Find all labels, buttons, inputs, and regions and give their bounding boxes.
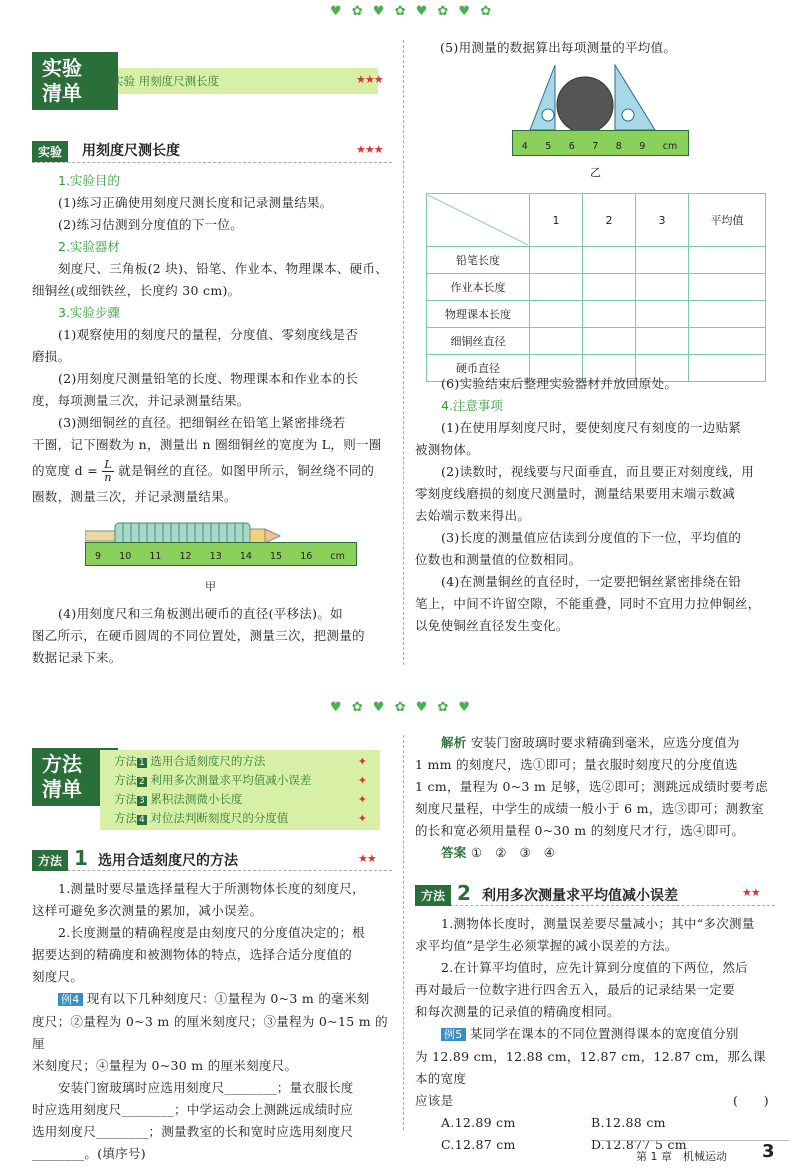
exp-list-title-line2: 清单 (42, 81, 82, 105)
s2-p2: 细铜丝(或细铁丝，长度约 30 cm)。 (32, 283, 241, 298)
s3-p3c (32, 456, 392, 486)
answer-bracket: ( ) (733, 1093, 769, 1108)
ruler-a-tick: 13 (209, 551, 222, 562)
ruler-a-tick: 15 (270, 551, 283, 562)
method-list-item: 方法 1 选用合适刻度尺的方法 ✦ (114, 754, 366, 768)
example-5-tag: 例5 (441, 1028, 466, 1041)
m2-ex-b: 为 12.89 cm，12.88 cm，12.87 cm，12.87 cm，那么课本的宽度 (415, 1049, 766, 1086)
exp-list-title (32, 52, 118, 110)
s4-p3a: (3)长度的测量值应估读到分度值的下一位，平均值的 (441, 530, 742, 545)
s3-p2b: 度，每项测量三次，并记录测量结果。 (32, 393, 250, 408)
star-rating-icon: ★★ (358, 852, 376, 865)
ruler-a-tick: 10 (119, 551, 132, 562)
s3-head: 3.实验步骤 (58, 305, 120, 320)
m1-ex-g: ________。(填序号) (32, 1146, 146, 1161)
option-c: C.12.87 cm (441, 1137, 516, 1152)
s3-p3b: 干圈，记下圈数为 n，测量出 n 圈细铜丝的宽度为 L，则一圈 (32, 437, 382, 452)
ruler-a-tick: 9 (95, 551, 102, 562)
option-a: A.12.89 cm (441, 1115, 516, 1130)
m2-p2a: 2.在计算平均值时，应先计算到分度值的下两位，然后 (441, 960, 748, 975)
m2-p1b: 求平均值”是学生必须掌握的减小误差的方法。 (415, 938, 678, 953)
fraction (102, 459, 114, 484)
s4-p3b: 位数也和测量值的位数相同。 (415, 552, 582, 567)
s3-p1b: 磨损。 (32, 349, 71, 364)
figure-a-caption: 甲 (205, 580, 216, 593)
s4-p2a: (2)读数时，视线要与尺面垂直，而且要正对刻度线，用 (441, 464, 755, 479)
s3-p3a: (3)测细铜丝的直径。把细铜丝在铅笔上紧密排绕若 (58, 415, 346, 430)
method-list-banner (100, 750, 380, 830)
s3-p1a: (1)观察使用的刻度尺的量程，分度值、零刻度线是否 (58, 327, 359, 342)
measurement-table (426, 193, 766, 382)
s1-p1: (1)练习正确使用刻度尺测长度和记录测量结果。 (58, 195, 333, 210)
exp-tag: 实验 (32, 141, 68, 162)
method-list-title-line1: 方法 (42, 752, 82, 776)
ruler-a-tick: 11 (149, 551, 162, 562)
analysis-line1 (415, 732, 775, 754)
table-row (427, 301, 766, 328)
table-row (427, 274, 766, 301)
s4-p1a: (1)在使用厚刻度尺时，要使刻度尺有刻度的一边贴紧 (441, 420, 742, 435)
m2-head-rule (415, 905, 775, 906)
fraction-numerator: L (104, 458, 112, 471)
ruler-a-tick: 14 (239, 551, 252, 562)
analysis-c: 1 cm，量程为 0~3 m 足够，选②即可；测跳远成绩时要考虑 (415, 779, 769, 794)
s3-p3c-pre: 的宽度 d = (32, 463, 99, 478)
answer-values: ① ② ③ ④ (470, 845, 556, 860)
ruler-b (512, 130, 689, 156)
row-label: 硬币直径 (427, 355, 530, 382)
m1-tag: 方法 (32, 850, 68, 871)
table-row (427, 247, 766, 274)
m1-title: 选用合适刻度尺的方法 (98, 853, 238, 869)
s3-p3c-post: 就是铜丝的直径。如图甲所示，铜丝绕不同的 (118, 463, 375, 478)
m2-p2c: 和每次测量的记录值的精确度相同。 (415, 1004, 620, 1019)
m1-p1b: 这样可避免多次测量的累加，减小误差。 (32, 903, 263, 918)
star-rating-icon: ★★ (742, 886, 760, 899)
exp-title: 用刻度尺测长度 (82, 143, 180, 159)
m2-title: 利用多次测量求平均值减小误差 (482, 888, 678, 904)
s3-p4b: 图乙所示，在硬币圆周的不同位置处，测量三次，把测量的 (32, 628, 365, 643)
table-header: 3 (636, 194, 689, 247)
analysis-b: 1 mm 的刻度尺，选①即可；量衣服时刻度尺的分度值选 (415, 757, 738, 772)
option-d: D.12.877 5 cm (591, 1137, 687, 1152)
ruler-a-tick: 12 (179, 551, 192, 562)
star-rating-icon: ★★★ (356, 73, 383, 86)
row-label: 铅笔长度 (427, 247, 530, 274)
table-header: 1 (530, 194, 583, 247)
m1-p2b: 据要达到的精确度和被测物体的特点，选择合适分度值的 (32, 947, 353, 962)
ruler-b-tick: 4 (521, 141, 528, 152)
m2-p2b: 再对最后一位数字进行四舍五入，最后的记录结果一定要 (415, 982, 736, 997)
exp-list-title-line1: 实验 (42, 56, 82, 80)
s4-p2c: 去始端示数来得出。 (415, 508, 531, 523)
page-number: 3 (762, 1141, 775, 1162)
row-label: 物理课本长度 (427, 301, 530, 328)
s2-head: 2.实验器材 (58, 239, 120, 254)
s4-p2b: 零刻度线磨损的刻度尺测量时，测量结果要用末端示数减 (415, 486, 736, 501)
ruler-b-ticks (513, 141, 686, 152)
m1-head-rule (32, 870, 392, 871)
m1-p2c: 刻度尺。 (32, 969, 84, 984)
option-b: B.12.88 cm (591, 1115, 666, 1130)
ruler-b-tick: 8 (615, 141, 622, 152)
analysis-e: 的长和宽必须用量程 0~30 m 的刻度尺才行，选④即可。 (415, 823, 745, 838)
column-divider-bottom (403, 735, 404, 1130)
ruler-b-tick: 6 (568, 141, 575, 152)
m2-ex-a: 某同学在课本的不同位置测得课本的宽度值分别 (469, 1026, 739, 1041)
footer-chapter: 第 1 章 机械运动 (636, 1150, 727, 1163)
ruler-a-tick: 16 (300, 551, 313, 562)
analysis-d: 刻度尺量程，中学生的成绩一般小于 6 m，选③即可；测教室 (415, 801, 764, 816)
table-header: 平均值 (689, 194, 766, 247)
s3-p3d: 圈数，测量三次，并记录测量结果。 (32, 489, 237, 504)
m1-body (32, 878, 392, 1165)
table-header: 2 (583, 194, 636, 247)
analysis-tag: 解析 (441, 735, 467, 750)
measurement-grid (426, 193, 766, 382)
figure-b-caption: 乙 (590, 166, 601, 179)
m2-num: 2 (457, 881, 471, 905)
m1-p1a: 1.测量时要尽量选择量程大于所测物体长度的刻度尺， (58, 881, 365, 896)
ruler-a-tick: cm (330, 551, 345, 562)
m1-ex-b: 度尺；②量程为 0~3 m 的厘米刻度尺；③量程为 0~15 m 的厘 (32, 1014, 388, 1051)
m1-ex-c: 米刻度尺；④量程为 0~30 m 的厘米刻度尺。 (32, 1058, 298, 1073)
left-column-text-bottom (32, 603, 392, 669)
exp-list-item: 实验 用刻度尺测长度 (112, 74, 220, 88)
options-row-1 (415, 1112, 775, 1134)
s3-p4a: (4)用刻度尺和三角板测出硬币的直径(平移法)。如 (58, 606, 343, 621)
s1-p2: (2)练习估测到分度值的下一位。 (58, 217, 244, 232)
m1-p2a: 2.长度测量的精确程度是由刻度尺的分度值决定的；根 (58, 925, 365, 940)
ruler-b-tick: cm (662, 141, 678, 152)
ruler-b-tick: 5 (545, 141, 552, 152)
m2-ex-line1 (415, 1023, 775, 1046)
m1-ex-a: 现有以下几种刻度尺：①量程为 0~3 m 的毫米刻 (86, 991, 370, 1006)
m1-ex-d: 安装门窗玻璃时应选用刻度尺________；量衣服长度 (58, 1080, 354, 1095)
ruler-b-tick: 7 (592, 141, 599, 152)
m2-tag: 方法 (415, 885, 451, 906)
m2-p1a: 1.测物体长度时，测量误差要尽量减小；其中“多次测量 (441, 916, 755, 931)
s3-p4c: 数据记录下来。 (32, 650, 122, 665)
m1-num: 1 (74, 846, 88, 870)
m1-ex-f: 选用刻度尺________；测量教室的长和宽时应选用刻度尺 (32, 1124, 354, 1139)
method-list-title-line2: 清单 (42, 777, 82, 801)
ruler-a (85, 542, 357, 566)
right-column-text (415, 373, 775, 637)
star-rating-icon: ★★★ (356, 143, 383, 156)
s4-p4b: 笔上，中间不许留空隙，不能重叠，同时不宜用力拉伸铜丝， (415, 596, 761, 611)
method-list-item: 方法 4 对位法判断刻度尺的分度值 ✦ (114, 811, 366, 825)
top-decoration: ♥ ✿ ♥ ✿ ♥ ✿ ♥ ✿ (330, 4, 495, 19)
m2-body (415, 913, 775, 1156)
m2-ex-c-line (415, 1090, 775, 1112)
table-corner (427, 194, 530, 247)
row-label: 细铜丝直径 (427, 328, 530, 355)
ruler-b-tick: 9 (639, 141, 646, 152)
s3-p5: (5)用测量的数据算出每项测量的平均值。 (440, 40, 677, 55)
fraction-denominator: n (104, 471, 112, 484)
left-column-text (32, 170, 392, 508)
example-4-tag: 例4 (58, 993, 83, 1006)
analysis-body (415, 732, 775, 864)
s4-p4c: 以免使铜丝直径发生变化。 (415, 618, 569, 633)
answer-tag: 答案 (441, 845, 467, 860)
column-divider (403, 40, 404, 665)
row-label: 作业本长度 (427, 274, 530, 301)
s2-p1: 刻度尺、三角板(2 块)、铅笔、作业本、物理课本、硬币、 (58, 261, 389, 276)
m2-ex-c: 应该是 (415, 1093, 454, 1108)
method-list-item: 方法 3 累积法测微小长度 ✦ (114, 792, 366, 806)
answer-line (415, 842, 775, 864)
m1-ex-line1 (32, 988, 392, 1011)
s4-head: 4.注意事项 (441, 398, 503, 413)
s1-head: 1.实验目的 (58, 173, 120, 188)
mid-decoration: ♥ ✿ ♥ ✿ ♥ ✿ ♥ (330, 700, 474, 715)
s4-p4a: (4)在测量铜丝的直径时，一定要把铜丝紧密排绕在铅 (441, 574, 742, 589)
corner-diagonal (428, 195, 528, 245)
analysis-a: 安装门窗玻璃时要求精确到毫米，应选分度值为 (470, 735, 740, 750)
s3-p6: (6)实验结束后整理实验器材并放回原处。 (441, 376, 678, 391)
s4-p1b: 被测物体。 (415, 442, 480, 457)
ruler-a-ticks (86, 551, 354, 562)
m1-ex-e: 时应选用刻度尺________；中学运动会上测跳远成绩时应 (32, 1102, 354, 1117)
s3-p2a: (2)用刻度尺测量铅笔的长度、物理课本和作业本的长 (58, 371, 359, 386)
exp-head-rule (32, 162, 392, 163)
table-row (427, 328, 766, 355)
method-list-item: 方法 2 利用多次测量求平均值减小误差 ✦ (114, 773, 366, 787)
